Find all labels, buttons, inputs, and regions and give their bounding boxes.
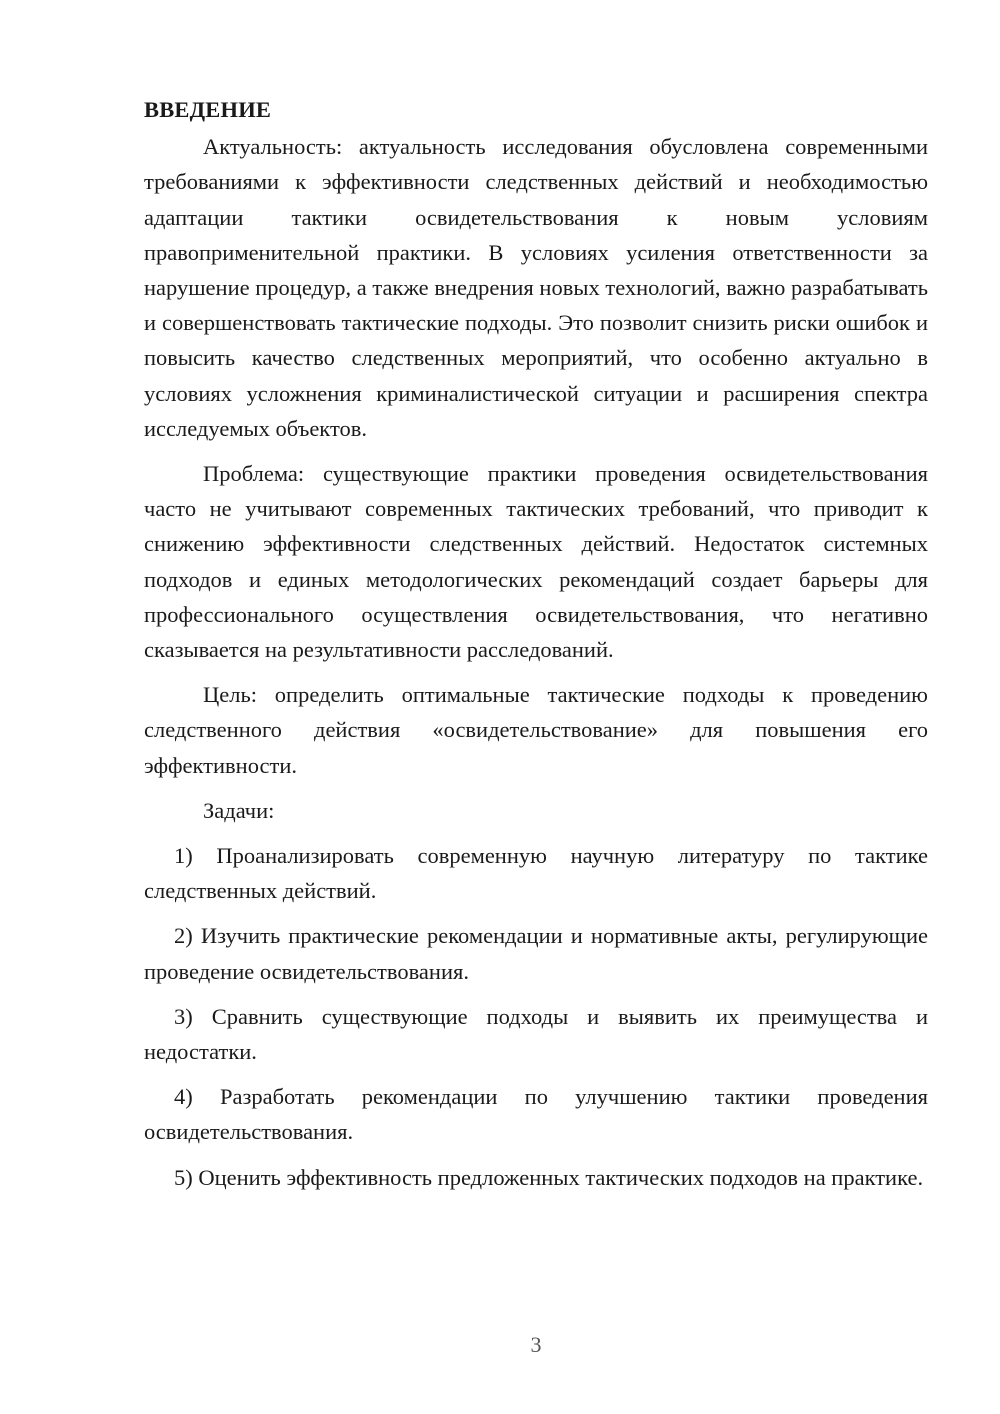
- tasks-heading: Задачи:: [203, 797, 275, 823]
- page-number: 3: [530, 1332, 542, 1357]
- relevance-paragraph: Актуальность: актуальность исследования обусловлена современными требованиями к эффективности следственных действий и необходимостью адаптации тактики освидетельствования к новым условиям правоприменительной практики. В условиях усиления ответственности за нарушение процедур, а также внедрения новых технологий, важно разрабатывать и совершенствовать тактические подходы. Это позволит снизить риски ошибок и повысить качество следственных мероприятий, что особенно актуально в условиях усложнения криминалистической ситуации и расширения спектра исследуемых объектов.: [144, 134, 928, 441]
- task-item-4: 4) Разработать рекомендации по улучшению тактики проведения освидетельствования.: [144, 1084, 928, 1145]
- goal-paragraph: Цель: определить оптимальные тактические подходы к проведению следственного действия «освидетельствование» для повышения его эффективности.: [144, 682, 928, 778]
- problem-paragraph: Проблема: существующие практики проведения освидетельствования часто не учитывают современных тактических требований, что приводит к снижению эффективности следственных действий. Недостаток системных подходов и единых методологических рекомендаций создает барьеры для профессионального осуществления освидетельствования, что негативно сказывается на результативности расследований.: [144, 461, 928, 663]
- task-item-2: 2) Изучить практические рекомендации и нормативные акты, регулирующие проведение освидетельствования.: [144, 923, 928, 984]
- task-item-1: 1) Проанализировать современную научную литературу по тактике следственных действий.: [144, 843, 928, 904]
- task-item-3: 3) Сравнить существующие подходы и выявить их преимущества и недостатки.: [144, 1003, 928, 1065]
- section-heading: ВВЕДЕНИЕ: [144, 97, 272, 122]
- task-item-5: 5) Оценить эффективность предложенных тактических подходов на практике.: [174, 1164, 924, 1190]
- document-page: [144, 92, 928, 1205]
